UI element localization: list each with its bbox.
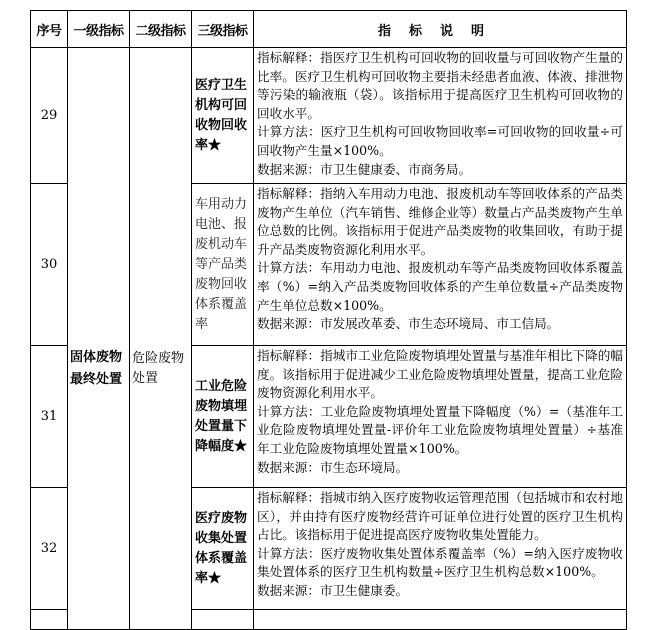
data-source: 数据来源：市生态环境局。	[257, 459, 409, 475]
header-serial: 序号	[31, 11, 68, 48]
calculation-method: 计算方法：医疗废物收集处置体系覆盖率（%）=纳入医疗废物收集处置体系的医疗卫生机构数量÷医疗卫生机构总数×100%。	[257, 545, 623, 580]
calculation-method: 计算方法：医疗卫生机构可回收物回收率=可回收物的回收量÷可回收物产生量×100%。	[257, 124, 623, 158]
indicator-table	[30, 10, 627, 630]
indicator-description	[254, 184, 627, 346]
level3-indicator: 医疗卫生机构可回收物回收率★	[192, 48, 254, 184]
data-source: 数据来源：市卫生健康委。	[257, 582, 409, 598]
level3-indicator: 医疗废物收集处置体系覆盖率★	[192, 488, 254, 610]
data-source: 数据来源：市发展改革委、市生态环境局、市工信局。	[257, 316, 560, 332]
level3-continued	[192, 610, 254, 630]
level2-indicator: 危险废物处置	[130, 48, 192, 630]
calculation-method: 计算方法：工业危险废物填埋处置量下降幅度（%）=（基准年工业危险废物填埋处置量-评价年工业危险废物填埋处置量）÷基准年工业危险废物填埋处置量×100%。	[257, 403, 623, 456]
indicator-explanation: 指标解释：指城市纳入医疗废物收运管理范围（包括城市和农村地区），并由持有医疗废物经营许可证单位进行处置的医疗卫生机构占比。该指标用于促进提高医疗废物收集处置能力。	[257, 490, 623, 543]
row-number: 31	[31, 346, 68, 488]
header-level1: 一级指标	[68, 11, 130, 48]
header-level3: 三级指标	[192, 11, 254, 48]
row-number: 30	[31, 184, 68, 346]
header-row	[31, 11, 627, 48]
header-level2: 二级指标	[130, 11, 192, 48]
row-number: 32	[31, 488, 68, 610]
indicator-description	[254, 48, 627, 184]
header-description: 指标说明	[254, 11, 627, 48]
data-source: 数据来源：市卫生健康委、市商务局。	[257, 161, 472, 177]
calculation-method: 计算方法：车用动力电池、报废机动车等产品类废物回收体系覆盖率（%）=纳入产品类废物回收体系的产生单位数量÷产品类废物产生单位总数×100%。	[257, 260, 623, 313]
indicator-explanation: 指标解释：指医疗卫生机构可回收物的回收量与可回收物产生量的比率。医疗卫生机构可回收物主要指未经患者血液、体液、排泄物等污染的输液瓶（袋）。该指标用于提高医疗卫生机构可回收物的回收水平。	[257, 50, 623, 121]
level3-indicator: 工业危险废物填埋处置量下降幅度★	[192, 346, 254, 488]
indicator-description	[254, 488, 627, 610]
row-number: 29	[31, 48, 68, 184]
indicator-description	[254, 346, 627, 488]
description-continued	[254, 610, 627, 630]
table-row	[31, 48, 627, 184]
level3-indicator: 车用动力电池、报废机动车等产品类废物回收体系覆盖率	[192, 184, 254, 346]
indicator-explanation: 指标解释：指城市工业危险废物填埋处置量与基准年相比下降的幅度。该指标用于促进减少工业危险废物填埋处置量，提高工业危险废物资源化利用水平。	[257, 348, 623, 401]
level1-indicator: 固体废物最终处置	[68, 48, 130, 630]
row-number-continued	[31, 610, 68, 630]
indicator-explanation: 指标解释：指纳入车用动力电池、报废机动车等回收体系的产品类废物产生单位（汽车销售、维修企业等）数量占产品类废物产生单位总数的比例。该指标用于促进产品类废物的收集回收，有助于提升产品类废物资源化利用水平。	[257, 186, 623, 257]
